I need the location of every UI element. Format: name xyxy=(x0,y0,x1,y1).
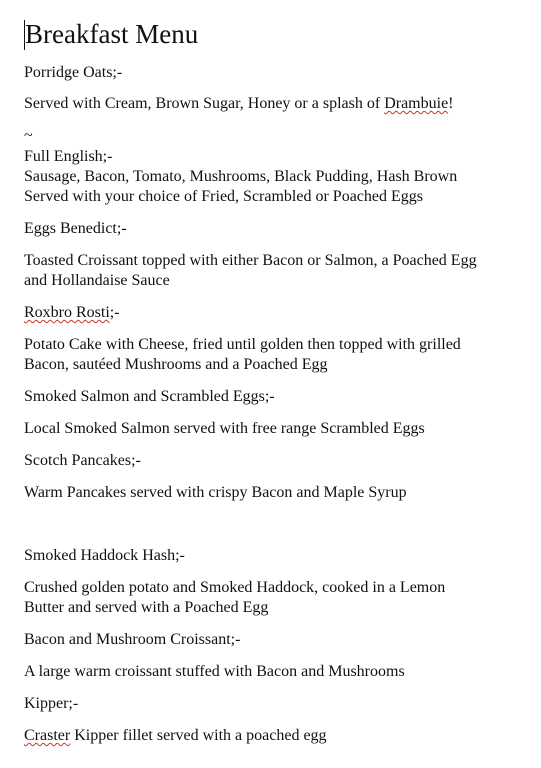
item-desc-eggs-benedict-1: Toasted Croissant topped with either Bacon or Salmon, a Poached Egg xyxy=(24,252,477,269)
spellcheck-word: Craster xyxy=(24,727,71,744)
item-desc-kipper: Craster Kipper fillet served with a poached egg xyxy=(24,727,327,744)
item-name-eggs-benedict: Eggs Benedict;- xyxy=(24,220,127,237)
spellcheck-word: Roxbro Rosti xyxy=(24,304,110,321)
item-desc-haddock-1: Crushed golden potato and Smoked Haddock, cooked in a Lemon xyxy=(24,579,446,596)
item-desc-haddock-2: Butter and served with a Poached Egg xyxy=(24,599,269,616)
item-name-full-english: Full English;- xyxy=(24,148,113,165)
item-desc-full-english-1: Sausage, Bacon, Tomato, Mushrooms, Black Pudding, Hash Brown xyxy=(24,168,458,185)
text-cursor xyxy=(24,20,25,50)
title-block xyxy=(24,17,198,51)
item-desc-porridge: Served with Cream, Brown Sugar, Honey or a splash of Drambuie! xyxy=(24,95,454,112)
item-desc-croissant: A large warm croissant stuffed with Bacon and Mushrooms xyxy=(24,663,405,680)
item-name-kipper: Kipper;- xyxy=(24,695,79,712)
spellcheck-word: Drambuie xyxy=(384,95,449,112)
item-name-roxbro-rosti: Roxbro Rosti;- xyxy=(24,304,120,321)
item-name-smoked-salmon: Smoked Salmon and Scrambled Eggs;- xyxy=(24,388,275,405)
item-name-croissant: Bacon and Mushroom Croissant;- xyxy=(24,631,241,648)
item-desc-scotch-pancakes: Warm Pancakes served with crispy Bacon and Maple Syrup xyxy=(24,484,407,501)
item-desc-rosti-1: Potato Cake with Cheese, fried until golden then topped with grilled xyxy=(24,336,461,353)
item-desc-smoked-salmon: Local Smoked Salmon served with free range Scrambled Eggs xyxy=(24,420,425,437)
menu-title: Breakfast Menu xyxy=(25,19,199,49)
item-desc-eggs-benedict-2: and Hollandaise Sauce xyxy=(24,272,170,289)
item-name-porridge: Porridge Oats;- xyxy=(24,64,123,81)
item-desc-rosti-2: Bacon, sautéed Mushrooms and a Poached Egg xyxy=(24,356,328,373)
separator-tilde: ~ xyxy=(24,127,33,144)
item-desc-full-english-2: Served with your choice of Fried, Scrambled or Poached Eggs xyxy=(24,188,424,205)
item-name-smoked-haddock: Smoked Haddock Hash;- xyxy=(24,547,185,564)
item-name-scotch-pancakes: Scotch Pancakes;- xyxy=(24,452,141,469)
